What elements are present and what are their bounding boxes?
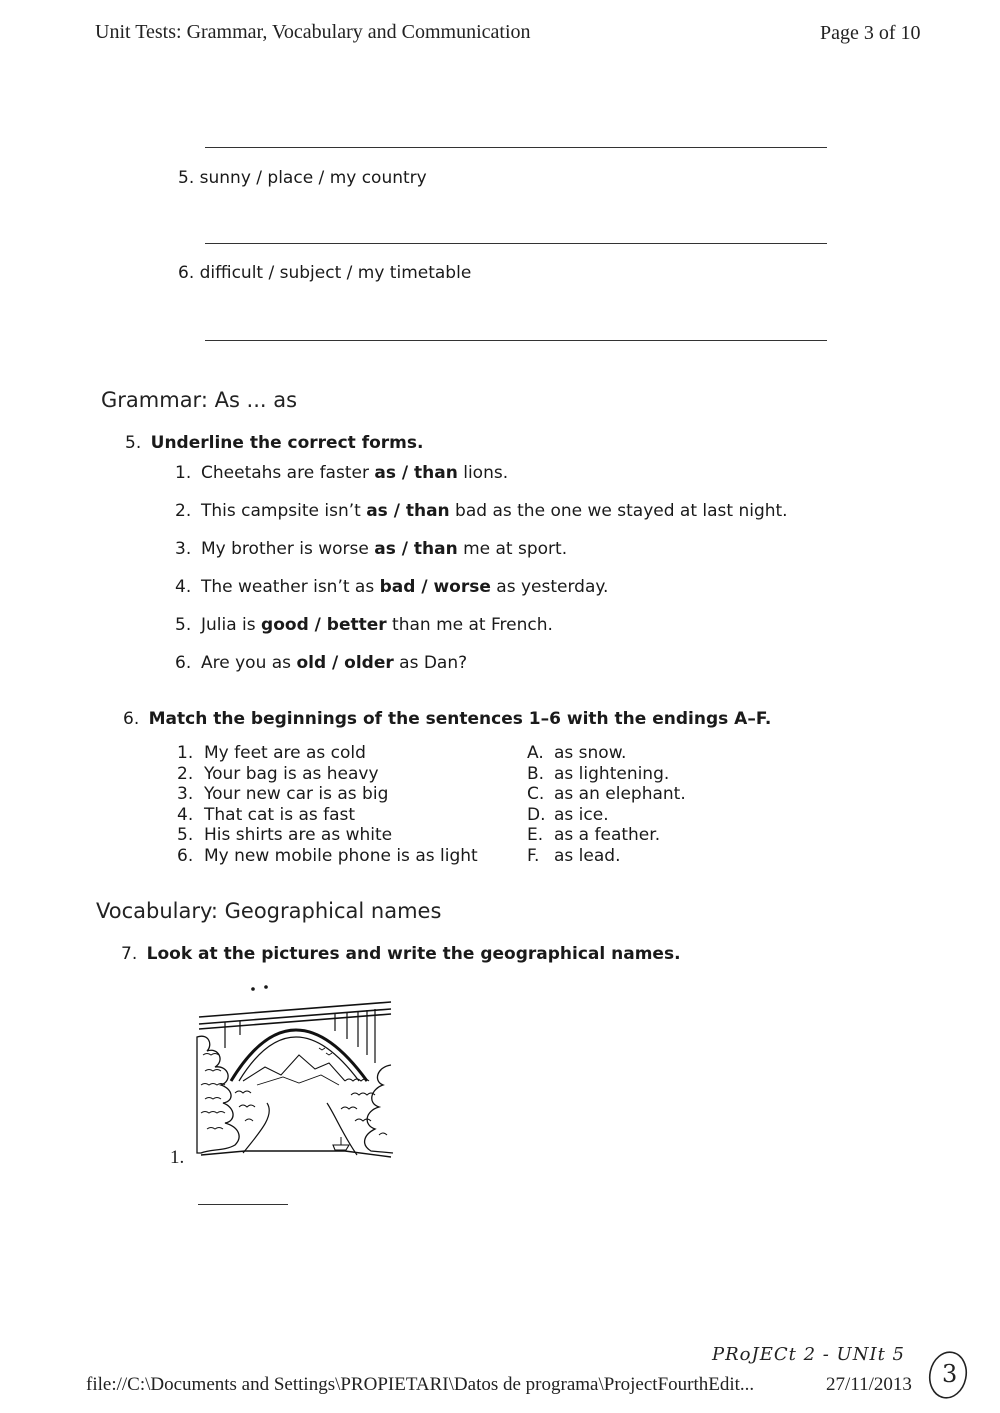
exercise-number: 5. — [125, 433, 142, 453]
item-number: 2. — [175, 501, 192, 521]
item-text: The weather isn’t as — [201, 577, 380, 597]
grammar-heading: Grammar: As ... as — [101, 388, 298, 412]
item-text: That cat is as fast — [204, 804, 356, 825]
match-beginning — [177, 764, 379, 785]
item-number: 4. — [177, 804, 194, 825]
exercise-5-instruction — [125, 433, 423, 453]
item-text: as lightening. — [554, 763, 670, 784]
match-ending — [527, 805, 609, 826]
grammar-item — [175, 539, 567, 559]
match-beginning — [177, 743, 366, 764]
item-text: His shirts are as white — [204, 825, 393, 845]
item-number: 3. — [177, 784, 194, 804]
item-letter: F. — [527, 845, 540, 866]
item-text: as Dan? — [393, 653, 468, 673]
prompt-item — [178, 168, 427, 188]
item-number: 6. — [175, 653, 192, 673]
grammar-item — [175, 615, 553, 635]
exercise-number: 6. — [123, 709, 140, 729]
prompt-text: sunny / place / my country — [199, 168, 427, 188]
page-number: Page 3 of 10 — [820, 22, 921, 44]
item-letter: C. — [527, 784, 545, 804]
item-text: as ice. — [554, 804, 609, 825]
instruction-text: Match the beginnings of the sentences 1–6 with the endings A–F. — [148, 709, 772, 729]
answer-line[interactable] — [205, 340, 827, 341]
item-text: bad as the one we stayed at last night. — [449, 501, 788, 521]
match-ending — [527, 743, 626, 764]
item-text: Julia is — [201, 615, 262, 635]
item-text: My feet are as cold — [204, 743, 366, 763]
item-number: 3. — [175, 539, 192, 559]
answer-line[interactable] — [198, 1204, 288, 1205]
item-text: Your new car is as big — [204, 784, 389, 804]
handwritten-note: PRoJECt 2 - UNIt 5 — [712, 1344, 905, 1365]
prompt-text: difficult / subject / my timetable — [199, 263, 472, 283]
match-ending — [527, 764, 669, 785]
item-text: as an elephant. — [554, 784, 686, 804]
grammar-item — [175, 501, 788, 521]
item-text: This campsite isn’t — [201, 501, 367, 521]
match-beginning — [177, 846, 478, 867]
match-beginning — [177, 784, 388, 805]
answer-options[interactable]: good / better — [261, 615, 387, 635]
item-text: Are you as — [201, 653, 297, 673]
prompt-number: 5. — [178, 168, 195, 188]
page-header-title: Unit Tests: Grammar, Vocabulary and Communication — [95, 21, 531, 43]
footer-date: 27/11/2013 — [826, 1374, 912, 1395]
answer-options[interactable]: bad / worse — [379, 577, 491, 597]
item-number: 2. — [177, 763, 194, 784]
item-letter: E. — [527, 825, 544, 845]
answer-options[interactable]: as / than — [374, 539, 458, 559]
item-number: 1. — [175, 463, 192, 483]
item-number: 5. — [175, 615, 192, 635]
match-beginning — [177, 805, 355, 826]
exercise-number: 7. — [121, 944, 138, 964]
item-text: as lead. — [554, 845, 621, 866]
answer-line[interactable] — [205, 147, 827, 148]
match-ending — [527, 825, 660, 846]
exercise-7-instruction — [121, 944, 681, 964]
match-ending — [527, 784, 686, 805]
item-text: as a feather. — [554, 825, 661, 845]
item-text: My brother is worse — [201, 539, 375, 559]
item-letter: B. — [527, 763, 545, 784]
answer-line[interactable] — [205, 243, 827, 244]
bridge-over-river-icon — [195, 985, 395, 1165]
item-text: as snow. — [554, 743, 627, 763]
item-text: as yesterday. — [490, 577, 609, 597]
item-text: My new mobile phone is as light — [204, 845, 478, 866]
answer-options[interactable]: old / older — [296, 653, 394, 673]
answer-options[interactable]: as / than — [374, 463, 458, 483]
item-text: than me at French. — [386, 615, 553, 635]
prompt-item — [178, 263, 471, 283]
match-ending — [527, 846, 620, 867]
item-number: 1. — [177, 743, 194, 763]
item-text: me at sport. — [457, 539, 568, 559]
item-number: 4. — [175, 577, 192, 597]
instruction-text: Look at the pictures and write the geographical names. — [146, 944, 681, 964]
vocabulary-heading: Vocabulary: Geographical names — [96, 899, 442, 923]
item-letter: D. — [527, 804, 546, 825]
item-text: Your bag is as heavy — [204, 763, 379, 784]
instruction-text: Underline the correct forms. — [150, 433, 424, 453]
prompt-number: 6. — [178, 263, 195, 283]
item-text: Cheetahs are faster — [201, 463, 375, 483]
answer-options[interactable]: as / than — [366, 501, 450, 521]
item-letter: A. — [527, 743, 544, 763]
footer-path: file://C:\Documents and Settings\PROPIETARI\Datos de programa\ProjectFourthEdit... — [86, 1374, 755, 1395]
circled-number: 3 — [942, 1360, 959, 1388]
item-text: lions. — [457, 463, 509, 483]
item-number: 5. — [177, 825, 194, 845]
item-number: 6. — [177, 845, 194, 866]
exercise-6-instruction — [123, 709, 771, 729]
grammar-item — [175, 463, 508, 483]
picture-number: 1. — [170, 1147, 185, 1168]
match-beginning — [177, 825, 392, 846]
grammar-item — [175, 577, 608, 597]
grammar-item — [175, 653, 467, 673]
